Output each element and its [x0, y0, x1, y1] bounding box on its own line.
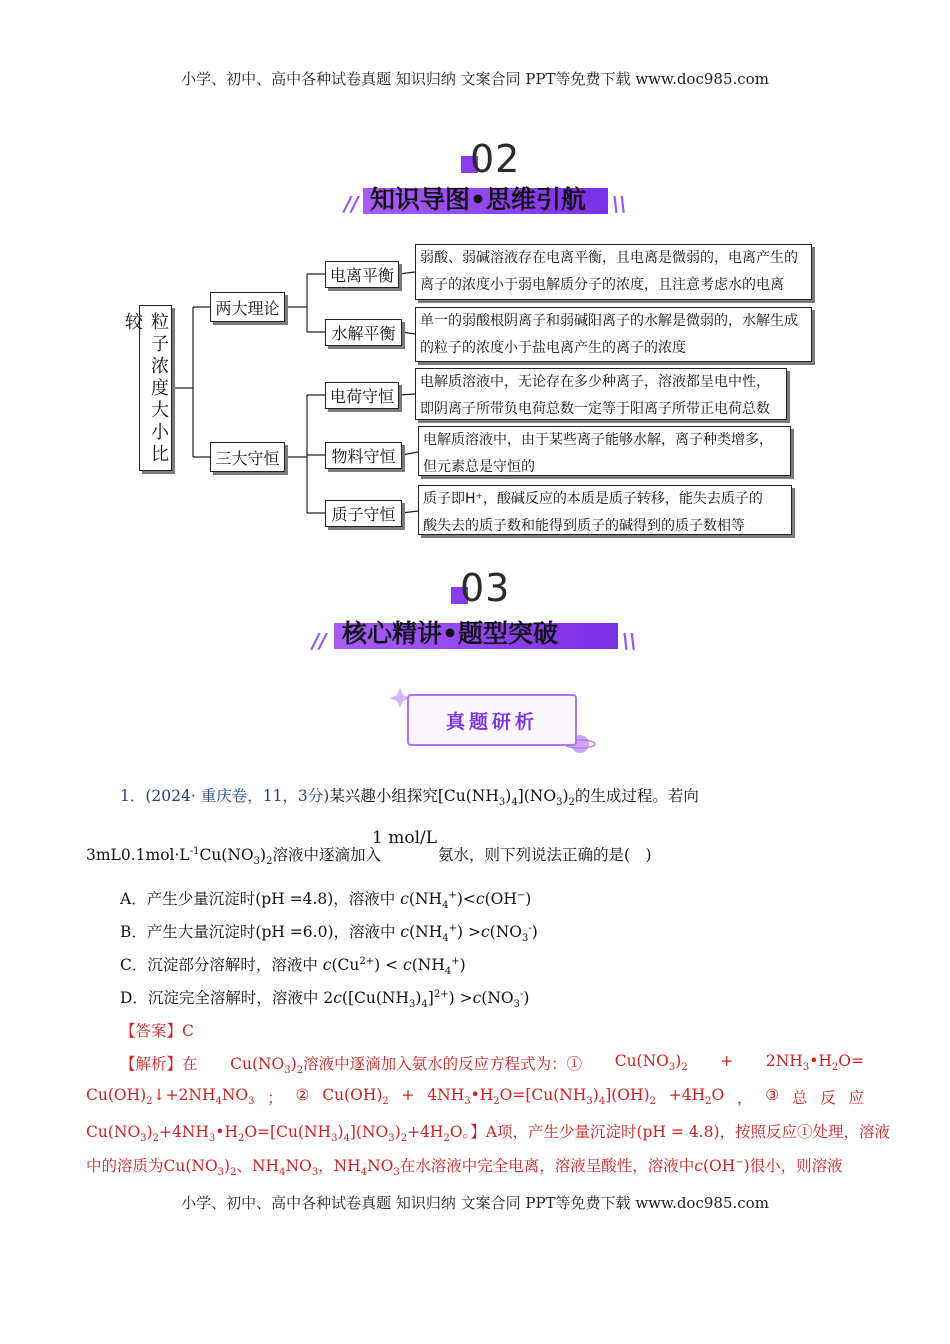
question-stem-line2-end: 氨水，则下列说法正确的是( ) — [438, 846, 652, 864]
desc-line: 电解质溶液中，无论存在多少种离子，溶液都呈电中性， — [420, 374, 770, 390]
mindmap-node-charge: 电荷守恒 — [325, 382, 399, 409]
section3-number: 03 — [460, 566, 511, 610]
section3-right-slash: \\ — [622, 629, 637, 653]
answer: 【答案】C — [120, 1022, 194, 1040]
analysis-line1: 【解析】在 $Cu(NO_3)_2$溶液中逐滴加入氨水的反应方程式为：① $Cu(NO_3)_2$ + $2NH_3•H_2O=$ — [120, 1052, 864, 1077]
option-c: C．沉淀部分溶解时，溶液中 $c(Cu^{2+}) < c(NH_4^+)$ — [120, 955, 466, 978]
mindmap-root: 粒子浓度大小比较 — [139, 305, 172, 471]
mindmap-branch-theories: 两大理论 — [210, 292, 285, 322]
mindmap-branch-conservation: 三大守恒 — [210, 442, 285, 472]
mindmap-desc-material — [418, 426, 791, 476]
mindmap-desc-charge — [415, 368, 787, 420]
desc-line: 离子的浓度小于弱电解质分子的浓度，且注意考虑水的电离 — [420, 277, 784, 293]
desc-line: 单一的弱酸根阴离子和弱碱阳离子的水解是微弱的，水解生成 — [420, 313, 798, 329]
section3-left-slash: // — [312, 629, 327, 653]
section2-title: 知识导图•思维引航 — [370, 185, 586, 214]
section2-right-slash: \\ — [612, 192, 627, 216]
desc-line: 电解质溶液中，由于某些离子能够水解，离子种类增多， — [423, 432, 773, 448]
section3-title: 核心精讲•题型突破 — [342, 619, 558, 648]
desc-line: 但元素总是守恒的 — [423, 459, 535, 475]
mindmap-node-ionization: 电离平衡 — [325, 261, 399, 288]
option-a: A．产生少量沉淀时(pH =4.8)，溶液中 $c(NH_4^+)<c(OH^-)$ — [120, 889, 532, 912]
mindmap-desc-proton — [418, 485, 792, 535]
mindmap-node-material: 物料守恒 — [325, 442, 402, 469]
mindmap-node-proton: 质子守恒 — [325, 500, 402, 527]
desc-line: 弱酸、弱碱溶液存在电离平衡，且电离是微弱的，电离产生的 — [420, 250, 798, 266]
analysis-line2: $Cu(OH)_2↓+2NH_4NO_3$ ； ② $Cu(OH)_2$ + $4NH_3•H_2O=[Cu(NH_3)_4](OH)_2$ $+4H_2O$ ， ③ 总 反 应 — [86, 1086, 864, 1108]
page-header: 小学、初中、高中各种试卷真题 知识归纳 文案合同 PPT等免费下载 www.doc985.com — [181, 70, 769, 88]
question-stem-line1: 1．(2024· 重庆卷，11，3分)某兴趣小组探究$[Cu(NH_3)_4](NO_3)_2$的生成过程。若向 — [120, 787, 699, 809]
concentration-label: 1 mol/L — [372, 828, 438, 848]
question-stem-line2: $3mL0.1mol\cdot L^{-1}Cu(NO_3)_2$溶液中逐滴加入 — [86, 845, 381, 868]
page-footer: 小学、初中、高中各种试卷真题 知识归纳 文案合同 PPT等免费下载 www.doc985.com — [181, 1194, 769, 1212]
option-d: D．沉淀完全溶解时，溶液中 $2c([Cu(NH_3)_4]^{2+}) >c(NO_3^-)$ — [120, 988, 530, 1011]
analysis-line4: 中的溶质为$Cu(NO_3)_2$、$NH_4NO_3$，$NH_4NO_3$在水溶液中完全电离，溶液呈酸性，溶液中c(OH−)很小，则溶液 — [86, 1156, 843, 1179]
desc-line: 质子即H⁺，酸碱反应的本质是质子转移，能失去质子的 — [423, 491, 763, 507]
exam-badge: 真题研析 — [407, 694, 577, 746]
option-b: B．产生大量沉淀时(pH =6.0)，溶液中 $c(NH_4^+) >c(NO_3^-)$ — [120, 922, 538, 945]
desc-line: 的粒子的浓度小于盐电离产生的离子的浓度 — [420, 340, 686, 356]
desc-line: 即阴离子所带负电荷总数一定等于阳离子所带正电荷总数 — [420, 401, 770, 417]
question-source: 1．(2024· 重庆卷，11，3分) — [120, 787, 330, 805]
section2-number: 02 — [470, 137, 521, 181]
mindmap-desc-ionization — [415, 244, 812, 300]
analysis-line3: $Cu(NO_3)_2+4NH_3•H_2O=[Cu(NH_3)_4](NO_3)_2+4H_2O$。】A项，产生少量沉淀时(pH = 4.8)，按照反应①处理，溶液 — [86, 1123, 890, 1145]
section2-left-slash: // — [344, 192, 359, 216]
mindmap-desc-hydrolysis — [415, 307, 812, 362]
mindmap-node-hydrolysis: 水解平衡 — [325, 319, 402, 346]
desc-line: 酸失去的质子数和能得到质子的碱得到的质子数相等 — [423, 518, 745, 534]
